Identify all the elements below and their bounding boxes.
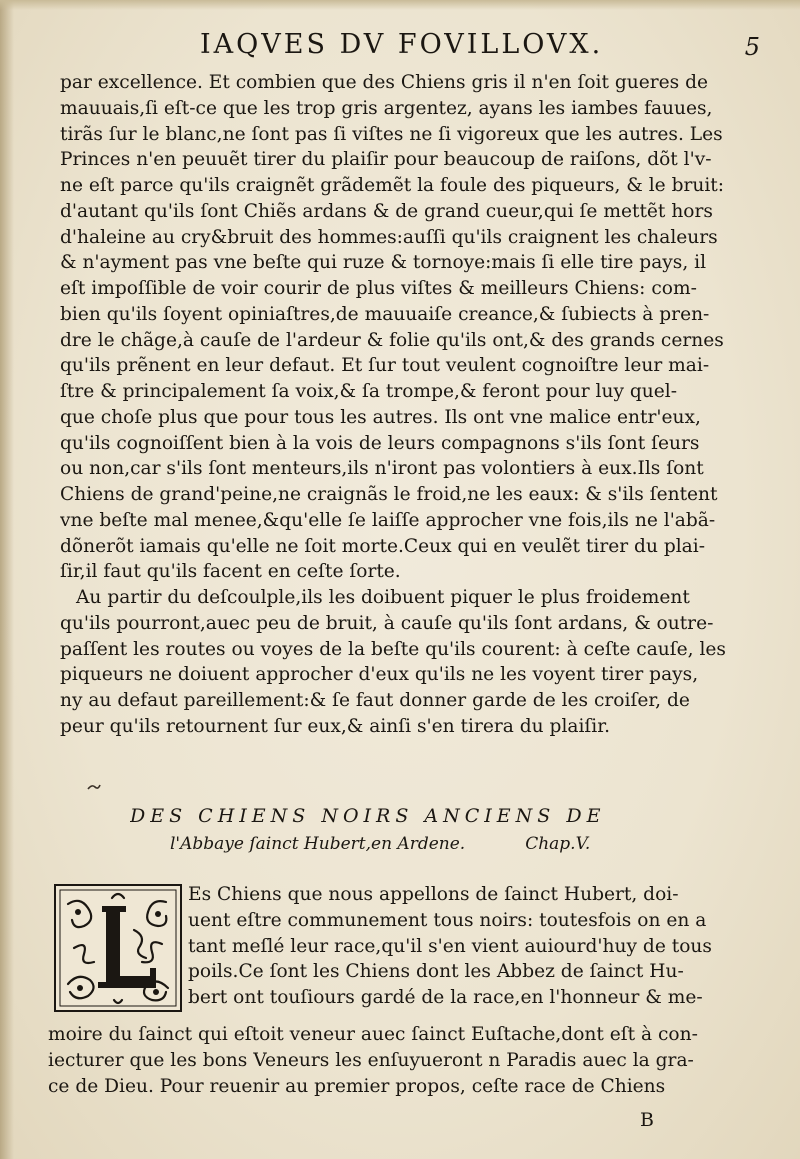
chapter-text [48, 1022, 760, 1099]
text-line: uent eſtre communement tous noirs: toutesfois on en a [188, 909, 707, 931]
text-line: tant meſlé leur race,qu'il s'en vient auiourd'huy de tous [188, 935, 712, 957]
text-line: iecturer que les bons Veneurs les enſuyueront n Paradis auec la gra- [48, 1049, 694, 1071]
text-line: poils.Ce ſont les Chiens dont les Abbez de ſainct Hu- [188, 961, 684, 983]
text-line: Es Chiens que nous appellons de ſainct Hubert, doi- [188, 884, 679, 905]
text-line: que choſe plus que pour tous les autres. Ils ont vne malice entr'eux, [60, 406, 701, 428]
text-line: & n'ayment pas vne beſte qui ruze & tornoye:mais ſi elle tire pays, il [60, 252, 707, 274]
text-line: ſir,il faut qu'ils facent en ceſte ſorte. [60, 561, 401, 583]
chapter-number: Chap.V. [525, 834, 591, 854]
chapter-subtitle-line [130, 830, 690, 858]
text-line: qu'ils prẽnent en leur defaut. Et ſur tout veulent cognoiſtre leur mai- [60, 355, 710, 377]
text-line: bien qu'ils ſoyent opiniaſtres,de mauuaiſe creance,& ſubiects à pren- [60, 303, 710, 325]
text-line: ne eſt parce qu'ils craignẽt grãdemẽt la foule des piqueurs, & le bruit: [60, 175, 725, 196]
folio-number: 5 [744, 33, 760, 61]
text-line: ny au defaut pareillement:& ſe faut donner garde de les croiſer, de [60, 690, 690, 711]
text-line: ou non,car s'ils ſont menteurs,ils n'iront pas volontiers à eux.Ils ſont [60, 458, 704, 480]
text-line: d'autant qu'ils ſont Chiẽs ardans & de grand cueur,qui ſe mettẽt hors [60, 200, 713, 222]
chapter-subtitle: l'Abbaye ſainct Hubert,en Ardene. [170, 834, 466, 854]
page-header [0, 28, 800, 62]
text-line: vne beſte mal menee,&qu'elle ſe laiſſe approcher vne fois,ils ne l'abã- [60, 509, 716, 531]
chapter-heading [130, 802, 690, 858]
drop-cap-text [188, 882, 760, 1011]
signature-mark: B [640, 1109, 654, 1131]
paragraph-start-line: Au partir du deſcoulple,ils les doibuent piquer le plus froidement [76, 587, 690, 608]
chapter-title: DES CHIENS NOIRS ANCIENS DE [130, 805, 606, 827]
decorated-initial-icon [54, 884, 182, 1012]
main-text [60, 70, 760, 740]
text-line: moire du ſainct qui eſtoit veneur auec ſainct Euſtache,dont eſt à con- [48, 1024, 698, 1045]
text-line: dre le chãge,à cauſe de l'ardeur & folie qu'ils ont,& des grands cernes [60, 329, 724, 351]
text-line: paſſent les routes ou voyes de la beſte qu'ils courent: à ceſte cauſe, les [60, 638, 726, 660]
text-line: qu'ils cognoiſſent bien à la vois de leurs compagnons s'ils ſont ſeurs [60, 432, 700, 454]
text-line: mauuais,ſi eſt-ce que les trop gris argentez, ayans les iambes fauues, [60, 97, 713, 119]
text-line: peur qu'ils retournent ſur eux,& ainſi s'en tirera du plaiſir. [60, 715, 611, 737]
text-line: tirãs ſur le blanc,ne ſont pas ſi viſtes ne ſi vigoreux que les autres. Les [60, 123, 723, 145]
text-line: Princes n'en peuuẽt tirer du plaiſir pour beaucoup de raiſons, dõt l'v- [60, 149, 712, 171]
page-edge-shadow [0, 0, 14, 1159]
text-line: qu'ils pourront,auec peu de bruit, à cauſe qu'ils ſont ardans, & outre- [60, 612, 714, 634]
ornament-mark [86, 782, 102, 792]
text-line: bert ont touſiours gardé de la race,en l'honneur & me- [188, 987, 703, 1008]
text-line: ſtre & principalement ſa voix,& ſa trompe,& feront pour luy quel- [60, 381, 677, 402]
text-line: dõnerõt iamais qu'elle ne ſoit morte.Ceux qui en veulẽt tirer du plai- [60, 535, 705, 557]
page-top-shadow [0, 0, 800, 10]
text-line: par excellence. Et combien que des Chiens gris il n'en ſoit gueres de [60, 72, 708, 93]
running-head: IAQVES DV FOVILLOVX. [200, 29, 604, 60]
text-line: d'haleine au cry&bruit des hommes:auſſi qu'ils craignent les chaleurs [60, 226, 718, 248]
text-line: ce de Dieu. Pour reuenir au premier propos, ceſte race de Chiens [48, 1075, 666, 1097]
text-line: eſt impoſſible de voir courir de plus viſtes & meilleurs Chiens: com- [60, 278, 697, 299]
text-line: Chiens de grand'peine,ne craignãs le froid,ne les eaux: & s'ils ſentent [60, 484, 718, 505]
drop-cap-l [54, 884, 182, 1012]
text-line: piqueurs ne doiuent approcher d'eux qu'ils ne les voyent tirer pays, [60, 664, 699, 686]
